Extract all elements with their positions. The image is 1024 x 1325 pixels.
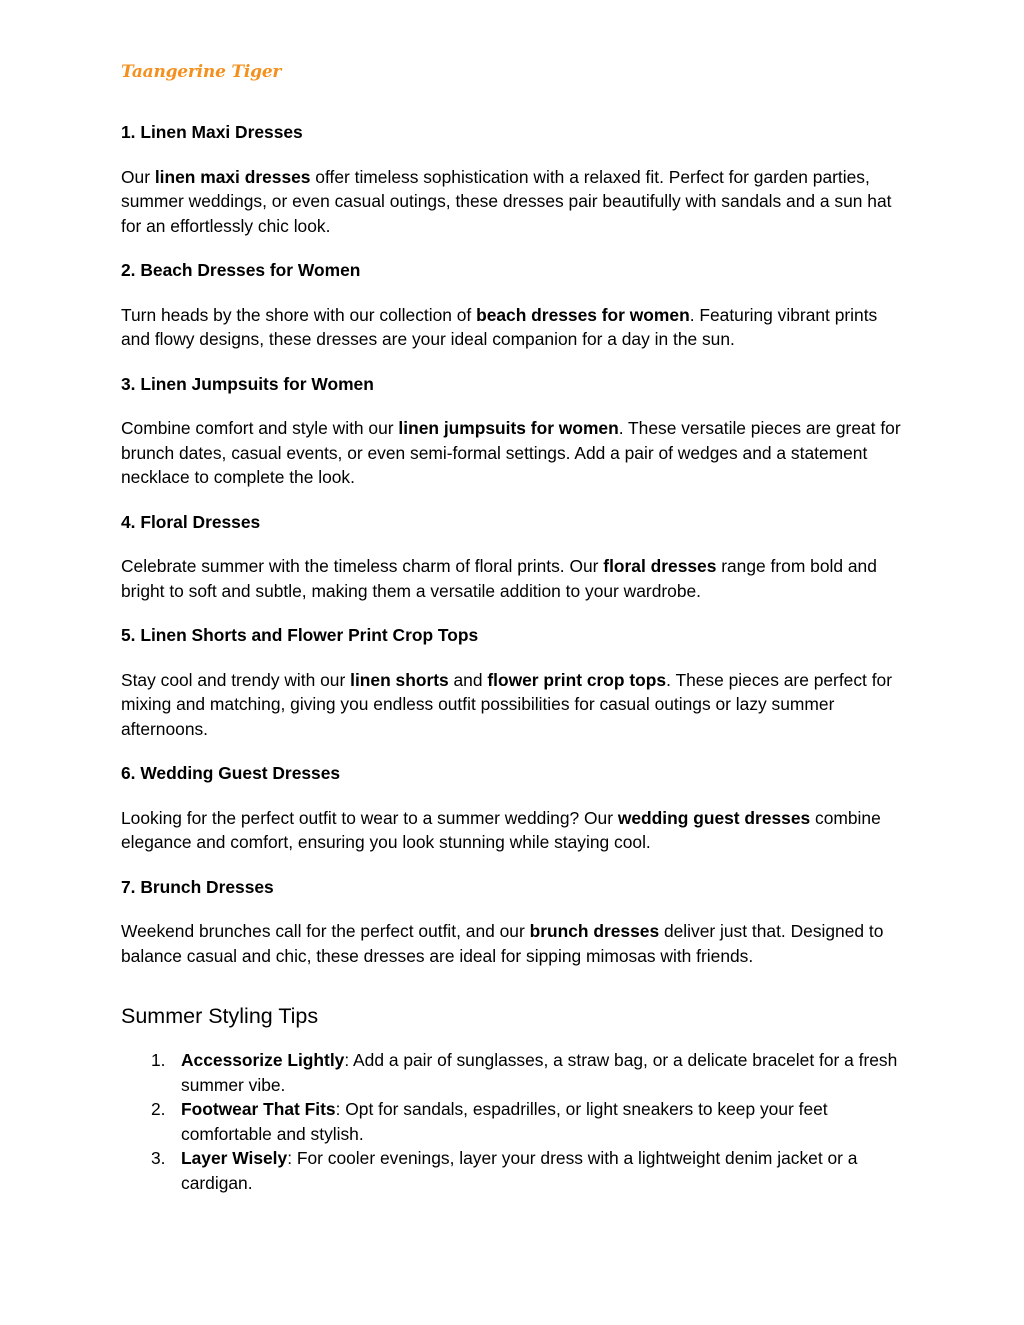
paragraph-text: Weekend brunches call for the perfect outfit, and our: [121, 921, 530, 941]
section-heading: 4. Floral Dresses: [121, 511, 261, 532]
section-paragraph: [121, 668, 911, 742]
paragraph-text: . Featuring vibrant prints and flowy designs, these dresses are your ideal companion for a day in the sun.: [121, 304, 878, 349]
section-heading: 6. Wedding Guest Dresses: [121, 763, 341, 783]
section-heading: 1. Linen Maxi Dresses: [121, 122, 303, 142]
tips-heading: Summer Styling Tips: [121, 1004, 319, 1028]
tip-item: [121, 1097, 911, 1146]
bold-keyword: beach dresses for women: [476, 304, 690, 325]
section-heading: 2. Beach Dresses for Women: [121, 260, 361, 280]
bold-keyword: linen shorts: [350, 669, 449, 690]
tips-list: [121, 1048, 911, 1195]
bold-keyword: flower print crop tops: [487, 669, 667, 690]
brand-logo: Taangerine Tiger: [121, 62, 282, 82]
paragraph-text: Looking for the perfect outfit to wear to a summer wedding? Our: [121, 807, 618, 828]
paragraph-text: Stay cool and trendy with our: [121, 669, 351, 690]
section-heading: 3. Linen Jumpsuits for Women: [121, 373, 374, 394]
section-paragraph: [121, 416, 911, 490]
tip-number: 3.: [151, 1148, 166, 1168]
tip-text: : Opt for sandals, espadrilles, or light sneakers to keep your feet comfortable and stylish.: [181, 1099, 828, 1144]
tip-number: 2.: [151, 1099, 166, 1119]
document-body: [121, 120, 911, 1195]
section-paragraph: [121, 919, 911, 968]
tip-text: : Add a pair of sunglasses, a straw bag, or a delicate bracelet for a fresh summer vibe.: [181, 1050, 898, 1095]
tip-text: : For cooler evenings, layer your dress with a lightweight denim jacket or a cardigan.: [181, 1148, 858, 1193]
section-paragraph: [121, 303, 911, 352]
paragraph-text: Combine comfort and style with our: [121, 418, 399, 438]
section-heading: 7. Brunch Dresses: [121, 876, 274, 897]
bold-keyword: floral dresses: [603, 556, 717, 576]
paragraph-text: offer timeless sophistication with a relaxed fit. Perfect for garden parties, summer weddings, or even casual outings, these dresses pair beautifully with sandals and a sun hat for an effortlessly chic look.: [121, 166, 892, 236]
paragraph-text: and: [448, 669, 488, 690]
product-sections: [121, 120, 911, 968]
paragraph-text: . These versatile pieces are great for brunch dates, casual events, or even semi-formal settings. Add a pair of wedges and a statement necklace to complete the look.: [121, 418, 901, 487]
paragraph-text: Celebrate summer with the timeless charm of floral prints. Our: [121, 556, 604, 576]
bold-keyword: linen maxi dresses: [154, 166, 311, 187]
section-paragraph: [121, 165, 911, 239]
paragraph-text: Turn heads by the shore with our collection of: [121, 304, 477, 325]
section-paragraph: [121, 806, 911, 855]
section-paragraph: [121, 554, 911, 603]
paragraph-text: range from bold and bright to soft and subtle, making them a versatile addition to your wardrobe.: [121, 556, 877, 601]
paragraph-text: Our: [121, 166, 155, 187]
tip-number: 1.: [151, 1050, 166, 1070]
bold-keyword: linen jumpsuits for women: [398, 418, 619, 438]
paragraph-text: combine elegance and comfort, ensuring you look stunning while staying cool.: [121, 807, 881, 852]
tip-item: [121, 1048, 911, 1097]
tip-label: Layer Wisely: [181, 1148, 288, 1168]
bold-keyword: brunch dresses: [529, 921, 660, 941]
tip-label: Accessorize Lightly: [181, 1050, 345, 1070]
paragraph-text: deliver just that. Designed to balance casual and chic, these dresses are ideal for sipping mimosas with friends.: [121, 921, 884, 966]
tip-label: Footwear That Fits: [181, 1099, 336, 1119]
bold-keyword: wedding guest dresses: [617, 807, 811, 828]
section-heading: 5. Linen Shorts and Flower Print Crop Tops: [121, 625, 479, 645]
paragraph-text: . These pieces are perfect for mixing and matching, giving you endless outfit possibilities for casual outings or lazy summer afternoons.: [121, 669, 892, 739]
tip-item: [121, 1146, 911, 1195]
